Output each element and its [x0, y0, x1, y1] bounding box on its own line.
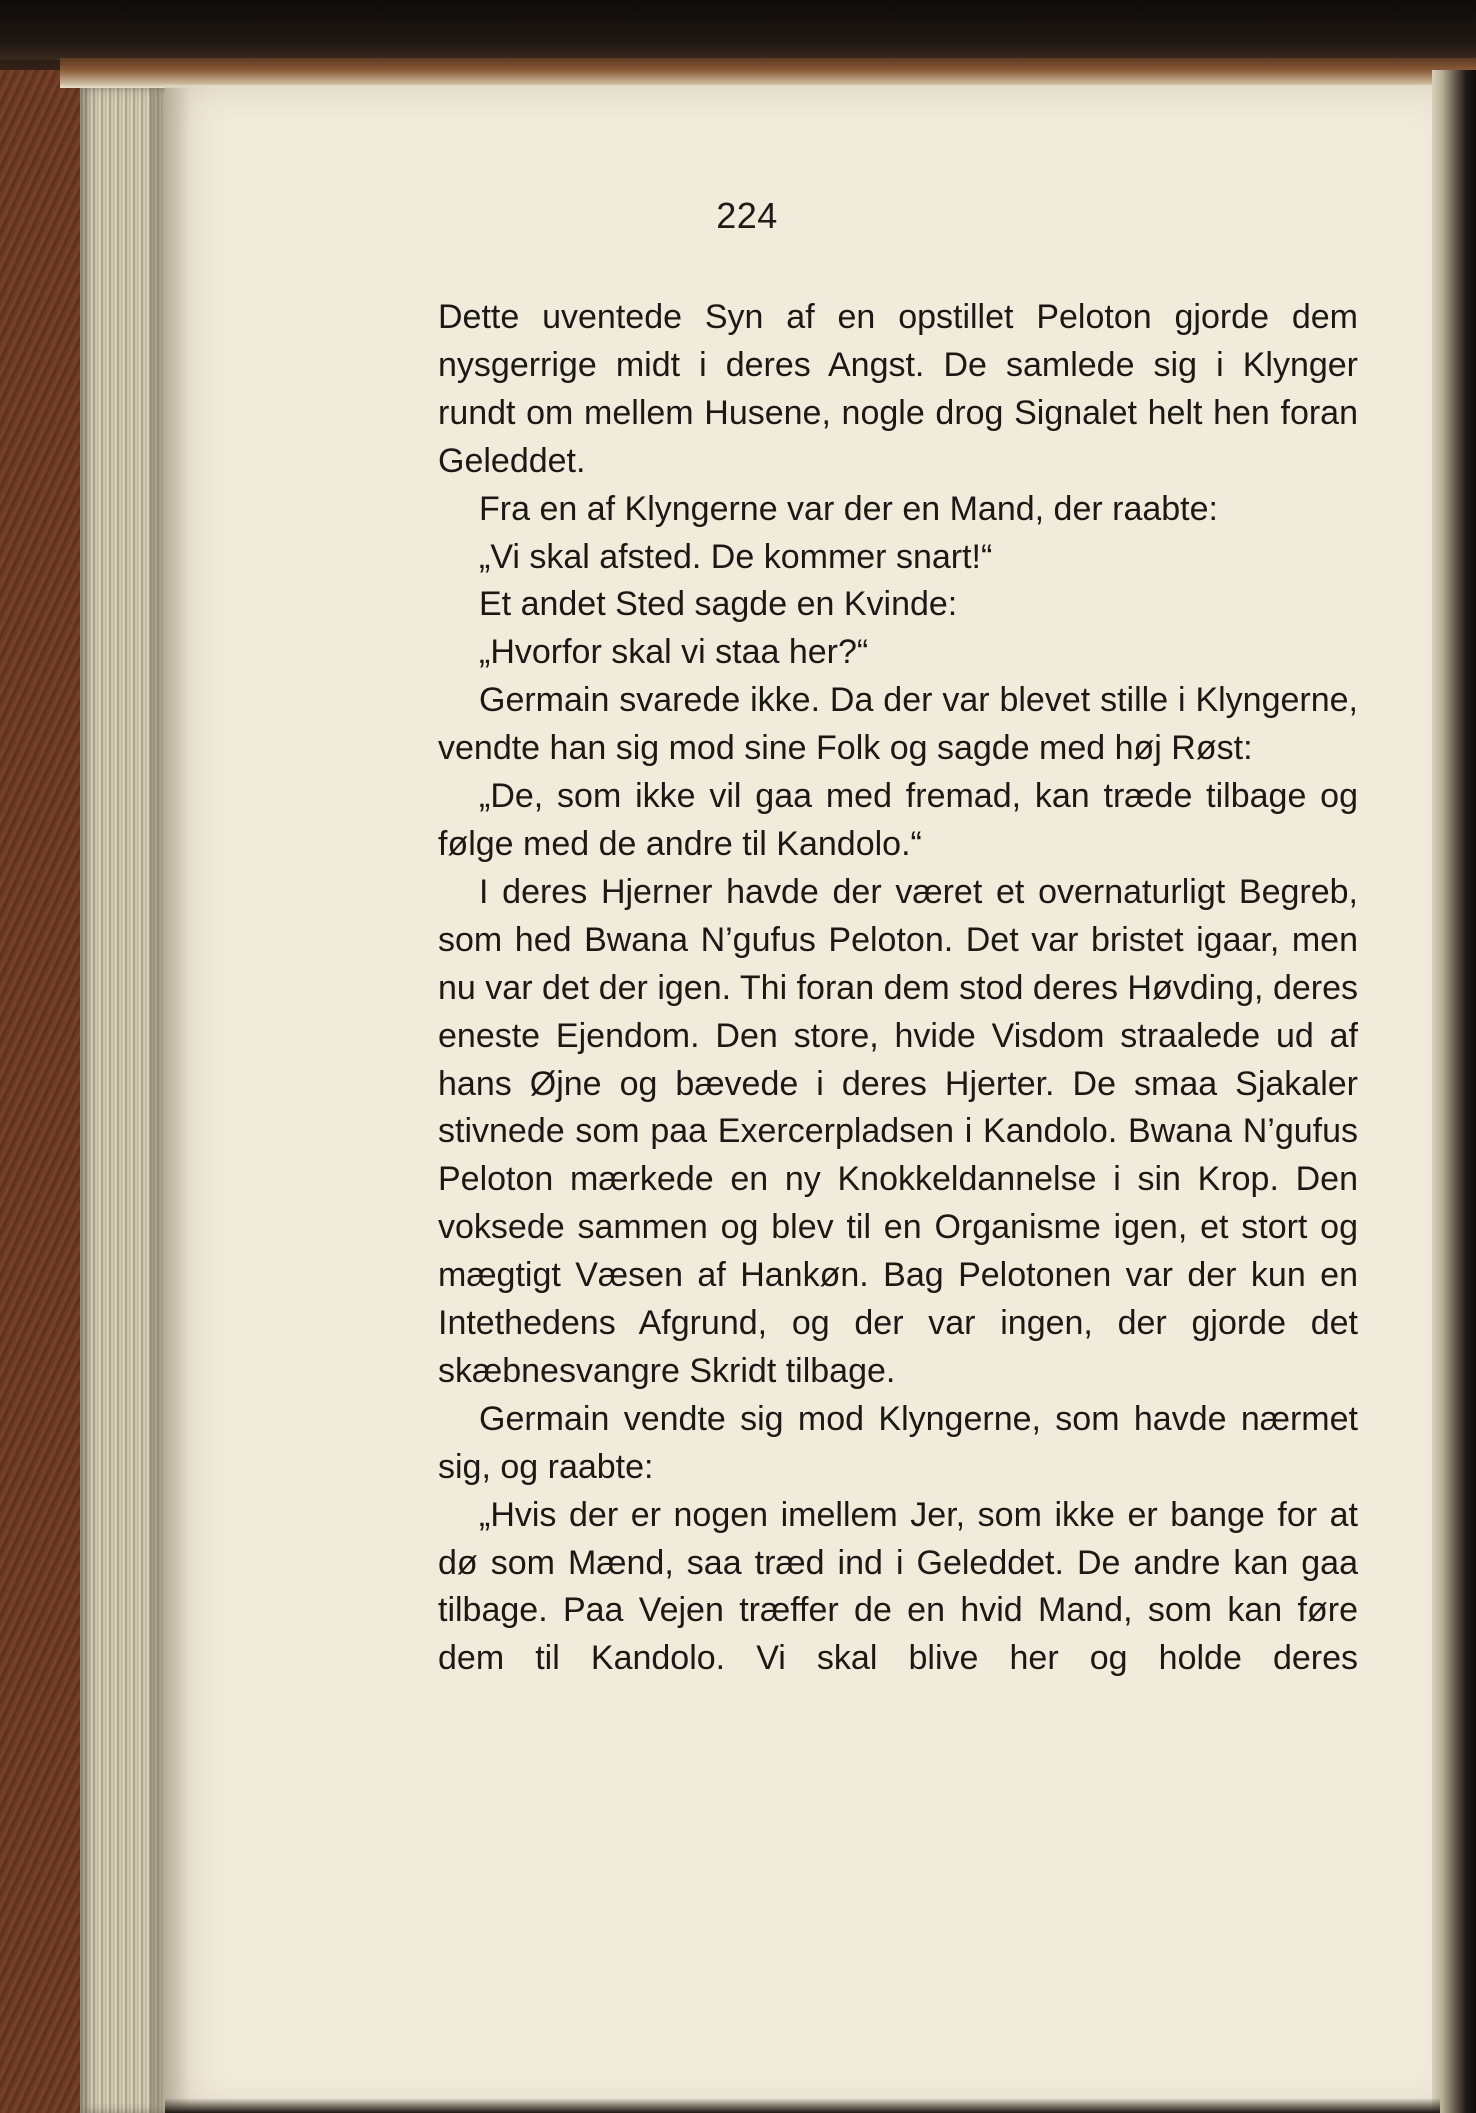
- paragraph: Fra en af Klyngerne var der en Mand, der raabte:: [479, 489, 1218, 528]
- paragraph: Germain vendte sig mod Klyngerne, som havde nærmet sig, og raabte:: [438, 1399, 1358, 1486]
- paragraph: „Hvorfor skal vi staa her?“: [479, 633, 869, 672]
- paragraph: Et andet Sted sagde en Kvinde:: [479, 585, 958, 624]
- top-cover-strip: [0, 0, 1476, 60]
- paragraph: „Vi skal afsted. De kommer snart!“: [479, 537, 993, 576]
- top-page-edge: [60, 58, 1476, 88]
- page-number: 224: [716, 195, 778, 236]
- paragraph: Germain svarede ikke. Da der var blevet stille i Klyngerne, vendte han sig mod sine Folk og sagde med høj Røst:: [438, 681, 1358, 768]
- paragraph: Dette uventede Syn af en opstillet Peloton gjorde dem nysgerrige midt i deres Angst. De samlede sig i Klynger rundt om mellem Husene, nogle drog Signalet helt hen foran Geleddet.: [438, 298, 1358, 480]
- paragraph: I deres Hjerner havde der været et overnaturligt Begreb, som hed Bwana N’gufus Peloton. Det var bristet igaar, men nu var det der igen. Thi foran dem stod deres Høvding, deres eneste Ejendom. Den store, hvide Visdom straalede ud af hans Øjne og bævede i deres Hjerter. De smaa Sjakaler stivnede som paa Exercerpladsen i Kandolo. Bwana N’gufus Peloton mærkede en ny Knokkeldannelse i sin Krop. Den voksede sammen og blev til en Organisme igen, et stort og mægtigt Væsen af Hankøn. Bag Pelotonen var der kun en Intethedens Afgrund, og der var ingen, der gjorde det skæbnesvangre Skridt tilbage.: [438, 872, 1358, 1390]
- paragraph: „Hvis der er nogen imellem Jer, som ikke er bange for at dø som Mænd, saa træd ind i Geleddet. De andre kan gaa tilbage. Paa Vejen træffer de en hvid Mand, som kan føre dem til Kandolo. Vi skal blive her og holde deres: [438, 1495, 1358, 1678]
- right-page-edge: [1432, 70, 1476, 2113]
- gutter-shadow: [150, 88, 190, 2113]
- page-text: [438, 294, 1358, 1683]
- bottom-page-edge: [165, 2098, 1440, 2113]
- book-cover-left: [0, 70, 92, 2113]
- paragraph: „De, som ikke vil gaa med fremad, kan træde tilbage og følge med de andre til Kandolo.“: [438, 777, 1358, 863]
